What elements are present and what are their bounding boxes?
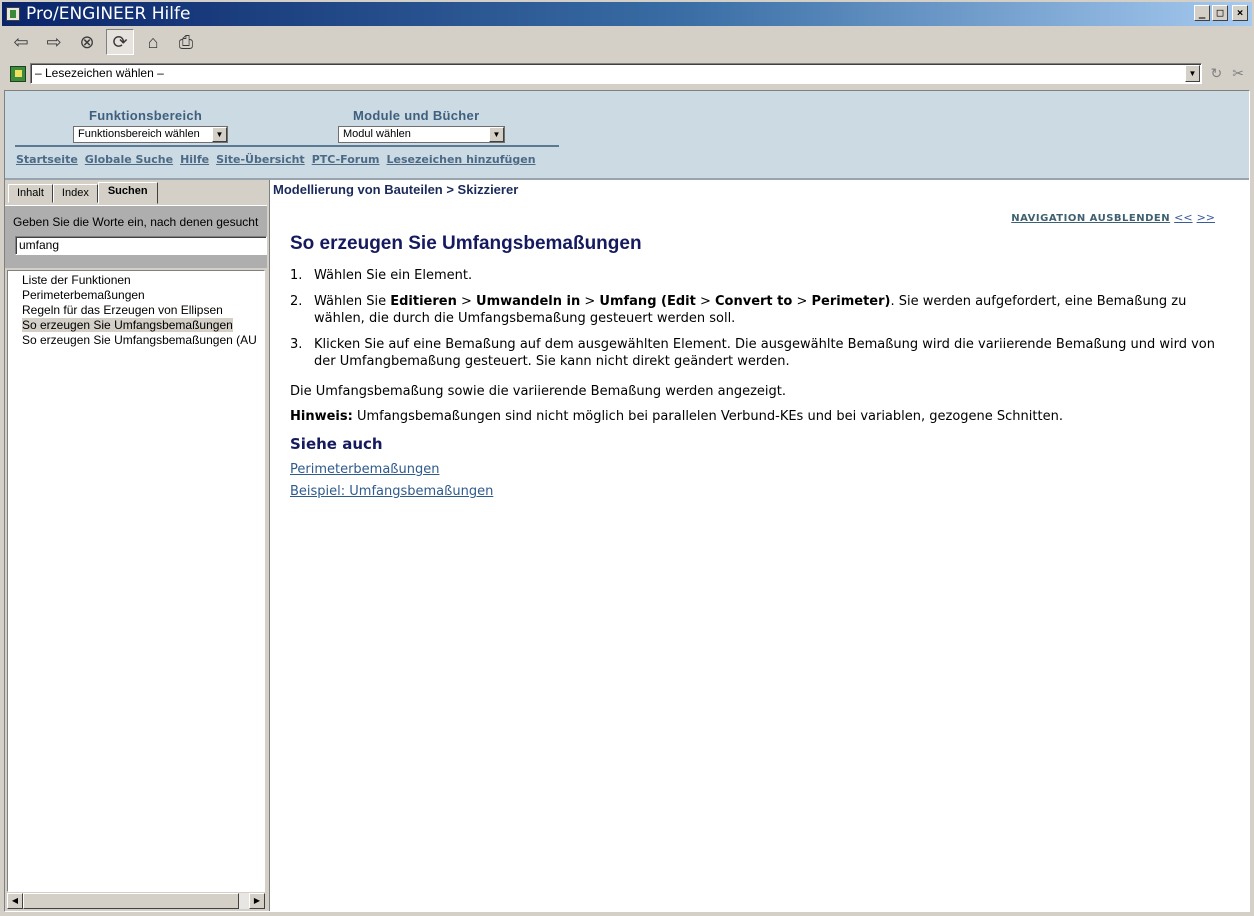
functional-area-select-value: Funktionsbereich wählen: [78, 128, 200, 140]
note-label: Hinweis:: [290, 409, 353, 424]
toolbar: [2, 26, 1252, 58]
hide-navigation-link[interactable]: NAVIGATION AUSBLENDEN: [1011, 213, 1171, 224]
list-item[interactable]: So erzeugen Sie Umfangsbemaßungen (AU: [22, 333, 257, 347]
list-item[interactable]: Liste der Funktionen: [22, 273, 131, 287]
step-item: [290, 293, 1215, 327]
minimize-button[interactable]: _: [1194, 5, 1210, 21]
title-bar: [0, 0, 1254, 26]
horizontal-scrollbar[interactable]: [7, 892, 265, 909]
step-number: 2.: [290, 294, 303, 309]
stop-icon[interactable]: ⊗: [79, 31, 95, 52]
bookmark-select[interactable]: [30, 63, 1202, 84]
home-icon[interactable]: ⌂: [147, 31, 159, 52]
navigation-pane: [5, 180, 267, 911]
bookmark-tools: [1211, 65, 1244, 82]
window-controls: [1194, 5, 1248, 21]
scrollbar-thumb[interactable]: [23, 893, 239, 909]
refresh-icon[interactable]: ⟳: [106, 29, 134, 55]
modules-label: Module und Bücher: [353, 108, 480, 123]
link-site-uebersicht[interactable]: Site-Übersicht: [216, 153, 305, 166]
step-text: Wählen Sie Editieren > Umwandeln in > Umfang (Edit > Convert to > Perimeter). Sie werden aufgefordert, eine Bemaßung zu wählen, die durch die Umfangsbemaßung gesteuert werden soll.: [314, 294, 1187, 326]
bookmark-icon: [10, 66, 26, 82]
link-startseite[interactable]: Startseite: [16, 153, 78, 166]
content-pane: [271, 180, 1249, 911]
link-lesezeichen-hinzufuegen[interactable]: Lesezeichen hinzufügen: [386, 153, 536, 166]
window-title: Pro/ENGINEER Hilfe: [26, 4, 191, 24]
cut-icon[interactable]: ✂: [1232, 65, 1244, 81]
breadcrumb: Modellierung von Bauteilen > Skizzierer: [273, 182, 519, 197]
tab-suchen[interactable]: Suchen: [98, 182, 158, 204]
header-divider: [15, 145, 559, 147]
chevron-down-icon[interactable]: ▼: [212, 127, 227, 142]
step-text: Wählen Sie ein Element.: [314, 268, 473, 283]
note-text: Umfangsbemaßungen sind nicht möglich bei parallelen Verbund-KEs und bei variablen, gezogene Schnitten.: [352, 409, 1063, 424]
link-beispiel-umfangsbemassungen[interactable]: Beispiel: Umfangsbemaßungen: [290, 484, 494, 499]
step-text: Klicken Sie auf eine Bemaßung auf dem ausgewählten Element. Die ausgewählte Bemaßung wird die variierende Bemaßung und wird von der Umfangbemaßung gesteuert. Sie kann nicht direkt geändert werden.: [314, 337, 1215, 369]
next-link[interactable]: >>: [1196, 211, 1215, 224]
list-item[interactable]: Regeln für das Erzeugen von Ellipsen: [22, 303, 223, 317]
forward-icon[interactable]: ⇨: [46, 31, 62, 52]
search-area: [5, 205, 267, 268]
link-perimeterbemassungen[interactable]: Perimeterbemaßungen: [290, 462, 440, 477]
close-button[interactable]: ×: [1232, 5, 1248, 21]
navigation-controls: [1011, 211, 1215, 224]
pane-splitter[interactable]: [267, 180, 270, 911]
print-icon[interactable]: ⎙: [178, 31, 194, 52]
note-paragraph: [290, 409, 1220, 424]
link-hilfe[interactable]: Hilfe: [180, 153, 210, 166]
app-icon: [6, 7, 20, 21]
back-icon[interactable]: ⇦: [13, 31, 29, 52]
see-also-heading: Siehe auch: [290, 435, 383, 453]
search-results: [7, 270, 265, 892]
step-number: 1.: [290, 268, 303, 283]
functional-area-label: Funktionsbereich: [89, 108, 203, 123]
search-hint: Geben Sie die Worte ein, nach denen gesucht: [13, 215, 259, 229]
modules-select-value: Modul wählen: [343, 128, 411, 140]
steps-list: [290, 267, 1215, 379]
bookmark-bar: [2, 60, 1252, 88]
modules-select[interactable]: [338, 126, 505, 143]
search-input[interactable]: umfang: [15, 236, 267, 255]
help-header: [5, 91, 1249, 178]
scroll-right-icon[interactable]: ▶: [249, 893, 265, 909]
list-item[interactable]: Perimeterbemaßungen: [22, 288, 145, 302]
step-item: [290, 336, 1215, 370]
link-globale-suche[interactable]: Globale Suche: [84, 153, 174, 166]
maximize-button[interactable]: □: [1212, 5, 1228, 21]
step-number: 3.: [290, 337, 303, 352]
header-links: [16, 153, 536, 166]
chevron-down-icon[interactable]: ▼: [489, 127, 504, 142]
functional-area-select[interactable]: [73, 126, 228, 143]
tab-inhalt[interactable]: Inhalt: [8, 184, 53, 203]
page-title: So erzeugen Sie Umfangsbemaßungen: [290, 233, 642, 254]
tab-index[interactable]: Index: [53, 184, 98, 203]
previous-link[interactable]: <<: [1174, 211, 1193, 224]
result-paragraph: Die Umfangsbemaßung sowie die variierende Bemaßung werden angezeigt.: [290, 384, 787, 399]
list-item-selected[interactable]: So erzeugen Sie Umfangsbemaßungen: [22, 318, 233, 332]
link-ptc-forum[interactable]: PTC-Forum: [311, 153, 380, 166]
go-icon[interactable]: ↻: [1210, 65, 1223, 81]
nav-tabs: [8, 182, 158, 202]
scroll-left-icon[interactable]: ◀: [7, 893, 23, 909]
main-frame: [4, 90, 1250, 912]
chevron-down-icon[interactable]: ▼: [1185, 65, 1200, 82]
step-item: [290, 267, 1215, 284]
bookmark-select-value: – Lesezeichen wählen –: [35, 66, 164, 80]
